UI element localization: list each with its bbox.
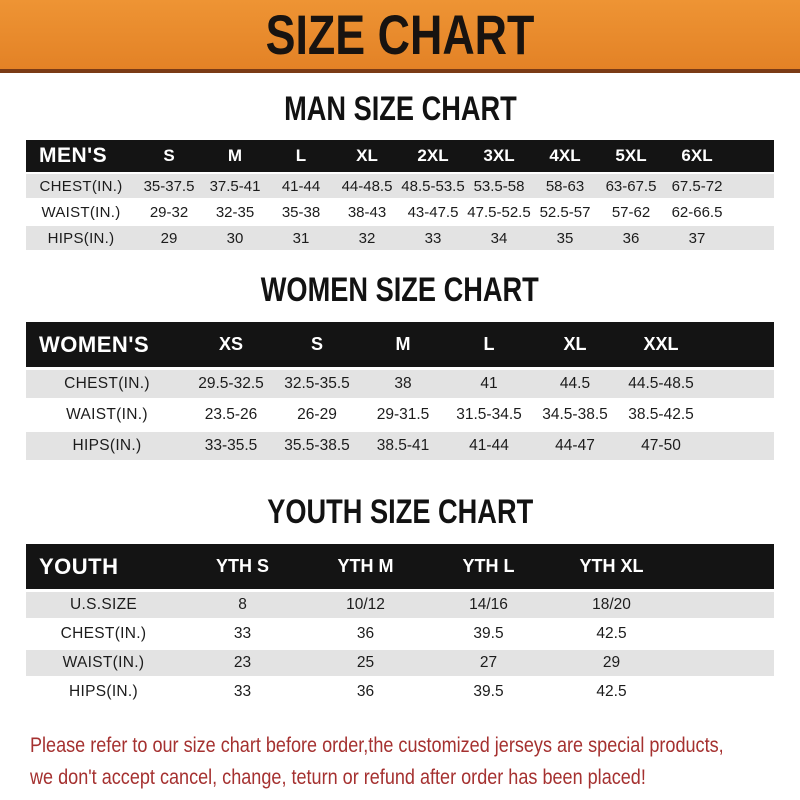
size-cell: 33 (181, 679, 304, 705)
size-row (26, 432, 774, 460)
header-spacer (704, 322, 774, 367)
table-corner-label: YOUTH (26, 544, 181, 589)
page-title-text: SIZE CHART (265, 3, 535, 66)
header-spacer (730, 140, 774, 172)
women-section-heading (0, 271, 800, 310)
notice-line-2 (30, 761, 800, 793)
youth-table-header-row (26, 544, 774, 589)
size-cell: 32.5-35.5 (274, 370, 360, 398)
size-cell: 41 (446, 370, 532, 398)
size-cell: 43-47.5 (400, 200, 466, 224)
row-label: CHEST(IN.) (26, 174, 136, 198)
size-cell: 41-44 (446, 432, 532, 460)
row-spacer (673, 621, 774, 647)
size-cell: 52.5-57 (532, 200, 598, 224)
size-column-header: XL (532, 322, 618, 367)
size-cell: 38 (360, 370, 446, 398)
women-size-table (26, 319, 774, 463)
men-section-heading (0, 90, 800, 129)
notice-line-1-text: Please refer to our size chart before order,the customized jerseys are special products, (30, 733, 724, 757)
men-size-table (26, 138, 774, 252)
size-row (26, 370, 774, 398)
size-cell: 36 (304, 621, 427, 647)
size-cell: 38.5-41 (360, 432, 446, 460)
size-column-header: M (202, 140, 268, 172)
row-label: U.S.SIZE (26, 592, 181, 618)
size-cell: 14/16 (427, 592, 550, 618)
size-column-header: YTH M (304, 544, 427, 589)
row-label: CHEST(IN.) (26, 370, 188, 398)
size-cell: 38-43 (334, 200, 400, 224)
size-cell: 8 (181, 592, 304, 618)
size-cell: 29.5-32.5 (188, 370, 274, 398)
size-row (26, 200, 774, 224)
size-cell: 23 (181, 650, 304, 676)
size-cell: 44.5-48.5 (618, 370, 704, 398)
size-cell: 10/12 (304, 592, 427, 618)
men-table-header-row (26, 140, 774, 172)
size-cell: 41-44 (268, 174, 334, 198)
size-cell: 26-29 (274, 401, 360, 429)
size-cell: 25 (304, 650, 427, 676)
size-cell: 47.5-52.5 (466, 200, 532, 224)
size-cell: 58-63 (532, 174, 598, 198)
youth-section-heading (0, 493, 800, 532)
size-column-header: YTH S (181, 544, 304, 589)
size-cell: 29-32 (136, 200, 202, 224)
youth-section-heading-text: YOUTH SIZE CHART (267, 493, 533, 531)
title-banner (0, 0, 800, 73)
size-cell: 29 (550, 650, 673, 676)
size-cell: 31.5-34.5 (446, 401, 532, 429)
women-section-heading-text: WOMEN SIZE CHART (260, 271, 540, 309)
size-cell: 47-50 (618, 432, 704, 460)
size-row (26, 401, 774, 429)
women-section (0, 271, 800, 463)
size-cell: 39.5 (427, 621, 550, 647)
size-row (26, 592, 774, 618)
size-cell: 44-48.5 (334, 174, 400, 198)
size-cell: 44-47 (532, 432, 618, 460)
size-cell: 33 (181, 621, 304, 647)
row-spacer (730, 200, 774, 224)
size-cell: 39.5 (427, 679, 550, 705)
size-row (26, 679, 774, 705)
size-column-header: 4XL (532, 140, 598, 172)
row-spacer (704, 432, 774, 460)
page-title (0, 0, 800, 69)
notice-line-2-text: we don't accept cancel, change, teturn or refund after order has been placed! (30, 765, 646, 789)
row-label: HIPS(IN.) (26, 226, 136, 250)
row-spacer (704, 401, 774, 429)
size-column-header: M (360, 322, 446, 367)
size-cell: 32 (334, 226, 400, 250)
youth-section (0, 493, 800, 708)
size-cell: 38.5-42.5 (618, 401, 704, 429)
size-row (26, 650, 774, 676)
notice-line-1 (30, 729, 800, 761)
size-column-header: 2XL (400, 140, 466, 172)
size-cell: 44.5 (532, 370, 618, 398)
size-cell: 48.5-53.5 (400, 174, 466, 198)
size-cell: 27 (427, 650, 550, 676)
size-cell: 30 (202, 226, 268, 250)
size-cell: 31 (268, 226, 334, 250)
size-cell: 35 (532, 226, 598, 250)
size-cell: 35-38 (268, 200, 334, 224)
row-spacer (730, 226, 774, 250)
order-notice (30, 729, 800, 793)
size-column-header: 3XL (466, 140, 532, 172)
size-cell: 37.5-41 (202, 174, 268, 198)
size-column-header: 5XL (598, 140, 664, 172)
size-cell: 33-35.5 (188, 432, 274, 460)
size-column-header: XXL (618, 322, 704, 367)
size-cell: 36 (598, 226, 664, 250)
size-cell: 32-35 (202, 200, 268, 224)
row-label: HIPS(IN.) (26, 432, 188, 460)
size-cell: 23.5-26 (188, 401, 274, 429)
header-spacer (673, 544, 774, 589)
size-column-header: L (268, 140, 334, 172)
size-cell: 29 (136, 226, 202, 250)
size-column-header: XL (334, 140, 400, 172)
row-spacer (704, 370, 774, 398)
men-section-heading-text: MAN SIZE CHART (283, 90, 517, 128)
size-column-header: L (446, 322, 532, 367)
size-cell: 34.5-38.5 (532, 401, 618, 429)
men-section (0, 90, 800, 252)
size-cell: 37 (664, 226, 730, 250)
women-table-header-row (26, 322, 774, 367)
size-column-header: S (274, 322, 360, 367)
table-corner-label: WOMEN'S (26, 322, 188, 367)
size-cell: 53.5-58 (466, 174, 532, 198)
size-row (26, 621, 774, 647)
row-label: HIPS(IN.) (26, 679, 181, 705)
size-row (26, 174, 774, 198)
size-cell: 42.5 (550, 621, 673, 647)
size-cell: 42.5 (550, 679, 673, 705)
size-cell: 18/20 (550, 592, 673, 618)
size-cell: 67.5-72 (664, 174, 730, 198)
row-label: CHEST(IN.) (26, 621, 181, 647)
table-corner-label: MEN'S (26, 140, 136, 172)
size-column-header: XS (188, 322, 274, 367)
row-spacer (730, 174, 774, 198)
size-cell: 57-62 (598, 200, 664, 224)
row-spacer (673, 592, 774, 618)
size-column-header: 6XL (664, 140, 730, 172)
size-cell: 33 (400, 226, 466, 250)
row-spacer (673, 679, 774, 705)
size-column-header: S (136, 140, 202, 172)
size-chart-content (0, 90, 800, 708)
row-label: WAIST(IN.) (26, 401, 188, 429)
size-cell: 63-67.5 (598, 174, 664, 198)
size-column-header: YTH XL (550, 544, 673, 589)
row-label: WAIST(IN.) (26, 200, 136, 224)
size-row (26, 226, 774, 250)
size-cell: 35.5-38.5 (274, 432, 360, 460)
size-cell: 34 (466, 226, 532, 250)
row-label: WAIST(IN.) (26, 650, 181, 676)
size-column-header: YTH L (427, 544, 550, 589)
size-cell: 36 (304, 679, 427, 705)
size-cell: 62-66.5 (664, 200, 730, 224)
row-spacer (673, 650, 774, 676)
youth-size-table (26, 541, 774, 708)
size-cell: 35-37.5 (136, 174, 202, 198)
size-cell: 29-31.5 (360, 401, 446, 429)
